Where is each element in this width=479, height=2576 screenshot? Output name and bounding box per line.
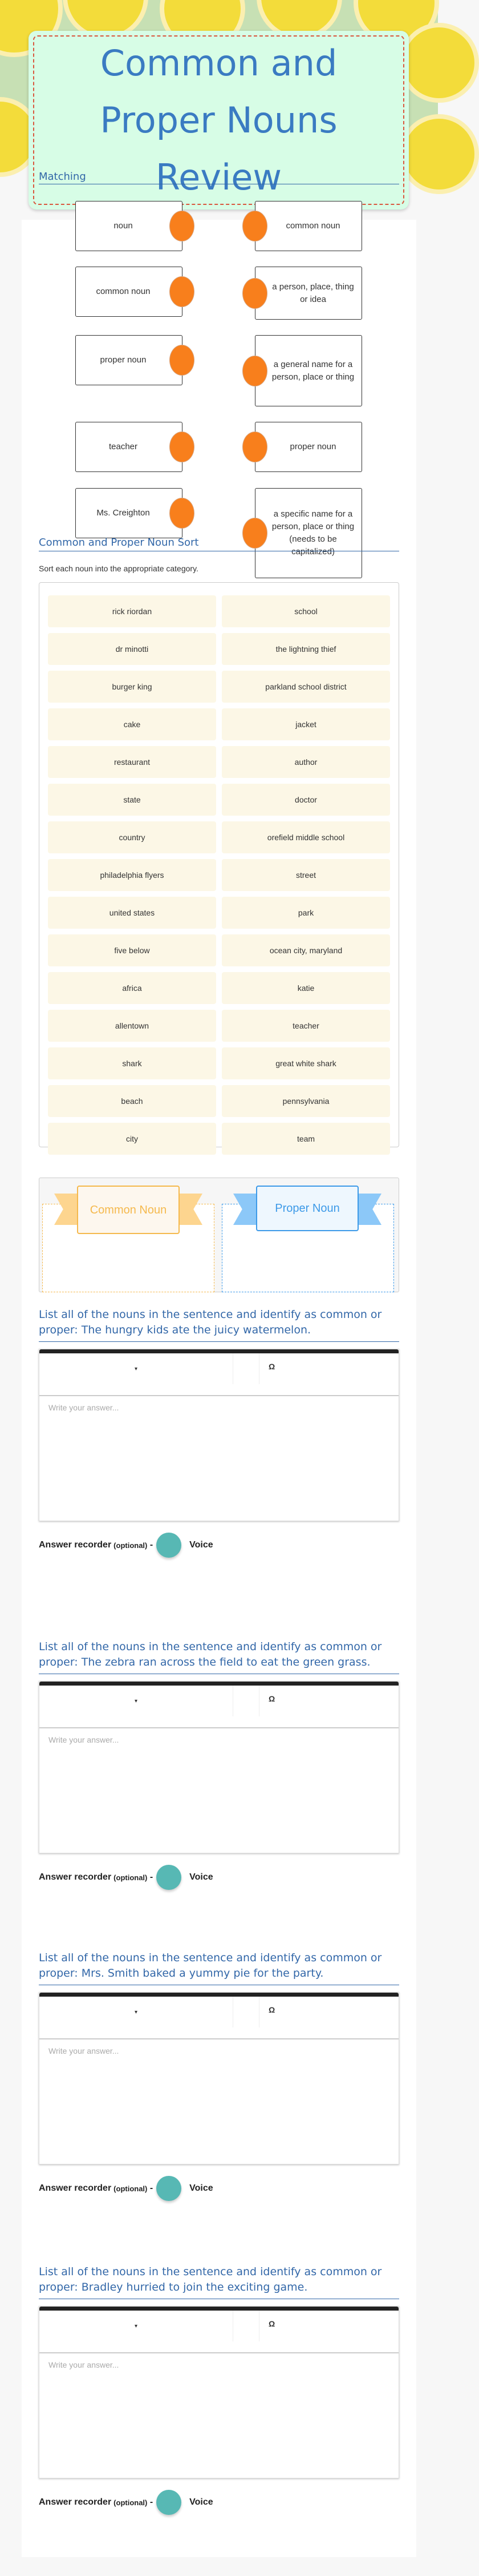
special-character-icon[interactable]: Ω: [269, 1362, 275, 1371]
sort-tile[interactable]: beach: [48, 1085, 216, 1117]
special-character-icon[interactable]: Ω: [269, 2319, 275, 2328]
worksheet-card: [22, 171, 416, 2557]
sort-tile[interactable]: author: [222, 746, 390, 778]
sort-tile[interactable]: restaurant: [48, 746, 216, 778]
recorder-dash: -: [149, 1872, 153, 1882]
special-character-icon[interactable]: Ω: [269, 1694, 275, 1703]
sort-tile[interactable]: city: [48, 1123, 216, 1155]
answer-editor: [39, 1681, 399, 1853]
recorder-voice-label: Voice: [189, 2497, 213, 2507]
proper-noun-ribbon: [233, 1186, 381, 1228]
answer-editor: [39, 1992, 399, 2164]
chevron-down-icon: ▾: [134, 1698, 138, 1704]
match-left-connector[interactable]: [169, 276, 194, 307]
sort-tile[interactable]: philadelphia flyers: [48, 859, 216, 891]
sort-tile[interactable]: pennsylvania: [222, 1085, 390, 1117]
chevron-down-icon: ▾: [134, 2323, 138, 2329]
sort-item-bank: [39, 582, 399, 1147]
answer-recorder: [39, 2176, 399, 2201]
record-voice-button[interactable]: [156, 1865, 181, 1890]
match-right-label: a person, place, thing or idea: [272, 281, 354, 304]
sort-tile[interactable]: street: [222, 859, 390, 891]
answer-placeholder: Write your answer...: [48, 2360, 119, 2369]
sort-tile[interactable]: dr minotti: [48, 633, 216, 665]
answer-editor: [39, 1349, 399, 1521]
match-right-connector[interactable]: [242, 432, 267, 462]
question-block: [39, 1639, 399, 1890]
match-left-item[interactable]: [75, 267, 182, 317]
sort-tile[interactable]: orefield middle school: [222, 821, 390, 853]
answer-recorder: [39, 1533, 399, 1558]
sort-tile[interactable]: country: [48, 821, 216, 853]
sort-tile[interactable]: allentown: [48, 1010, 216, 1042]
toolbar-button[interactable]: [233, 2311, 259, 2341]
question-prompt: List all of the nouns in the sentence and identify as common or proper: The hungry kids ate the juicy watermelon.: [39, 1307, 399, 1342]
sort-tile[interactable]: katie: [222, 972, 390, 1004]
recorder-optional: (optional): [113, 1873, 148, 1882]
sort-tile[interactable]: state: [48, 784, 216, 816]
match-left-connector[interactable]: [169, 498, 194, 529]
question-block: [39, 2264, 399, 2515]
question-block: [39, 1950, 399, 2201]
recorder-optional: (optional): [113, 2498, 148, 2507]
sort-tile[interactable]: cake: [48, 708, 216, 740]
match-left-connector[interactable]: [169, 432, 194, 462]
answer-placeholder: Write your answer...: [48, 2046, 119, 2055]
editor-toolbar: [39, 2307, 399, 2353]
recorder-dash: -: [149, 2183, 153, 2193]
match-left-label: common noun: [96, 287, 151, 296]
toolbar-button[interactable]: [233, 1997, 259, 2027]
sort-tile[interactable]: the lightning thief: [222, 633, 390, 665]
toolbar-button[interactable]: [233, 1686, 259, 1716]
recorder-label: Answer recorder: [39, 1540, 112, 1550]
sort-tile[interactable]: doctor: [222, 784, 390, 816]
common-noun-label: Common Noun: [77, 1186, 180, 1234]
recorder-label: Answer recorder: [39, 2497, 112, 2507]
sort-tile[interactable]: rick riordan: [48, 595, 216, 627]
match-right-item[interactable]: [255, 335, 362, 406]
sort-tile[interactable]: teacher: [222, 1010, 390, 1042]
match-left-label: proper noun: [100, 355, 147, 365]
page-title: Common and Proper Nouns Review: [100, 42, 338, 198]
chevron-down-icon: ▾: [134, 1365, 138, 1372]
answer-input[interactable]: [39, 2039, 399, 2164]
match-left-item[interactable]: [75, 335, 182, 385]
match-left-connector[interactable]: [169, 345, 194, 376]
question-prompt: List all of the nouns in the sentence and identify as common or proper: The zebra ran across the field to eat the green grass.: [39, 1639, 399, 1674]
sort-instructions: Sort each noun into the appropriate category.: [39, 564, 198, 573]
sort-categories: [39, 1178, 399, 1292]
record-voice-button[interactable]: [156, 2490, 181, 2515]
sort-tile[interactable]: school: [222, 595, 390, 627]
common-noun-ribbon: [54, 1186, 202, 1228]
recorder-label: Answer recorder: [39, 2183, 112, 2193]
editor-toolbar: [39, 1993, 399, 2039]
format-dropdown[interactable]: [39, 1353, 233, 1384]
answer-input[interactable]: [39, 1728, 399, 1853]
editor-toolbar: [39, 1682, 399, 1728]
sort-tile[interactable]: africa: [48, 972, 216, 1004]
match-right-label: a specific name for a person, place or thing (needs to be capitalized): [271, 509, 355, 557]
match-left-item[interactable]: [75, 488, 182, 538]
sort-tile[interactable]: park: [222, 897, 390, 929]
sort-tile[interactable]: united states: [48, 897, 216, 929]
recorder-optional: (optional): [113, 2184, 148, 2193]
match-right-label: common noun: [286, 221, 340, 231]
match-left-item[interactable]: [75, 201, 182, 251]
editor-toolbar: [39, 1349, 399, 1396]
answer-input[interactable]: [39, 1396, 399, 1521]
recorder-optional: (optional): [113, 1541, 148, 1550]
answer-placeholder: Write your answer...: [48, 1403, 119, 1412]
match-right-connector[interactable]: [242, 211, 267, 241]
toolbar-button[interactable]: [233, 1353, 259, 1384]
recorder-dash: -: [149, 2497, 153, 2507]
sort-tile[interactable]: ocean city, maryland: [222, 934, 390, 966]
match-left-connector[interactable]: [169, 211, 194, 241]
answer-recorder: [39, 1865, 399, 1890]
sort-tile[interactable]: great white shark: [222, 1047, 390, 1079]
match-right-label: a general name for a person, place or thing: [271, 359, 355, 382]
answer-input[interactable]: [39, 2353, 399, 2478]
answer-placeholder: Write your answer...: [48, 1735, 119, 1744]
recorder-label: Answer recorder: [39, 1872, 112, 1882]
format-dropdown[interactable]: [39, 1686, 233, 1716]
match-right-connector[interactable]: [242, 356, 267, 386]
recorder-dash: -: [149, 1540, 153, 1550]
special-character-icon[interactable]: Ω: [269, 2005, 275, 2014]
match-left-label: noun: [113, 221, 133, 231]
sort-tile[interactable]: shark: [48, 1047, 216, 1079]
sort-tile[interactable]: jacket: [222, 708, 390, 740]
match-right-item[interactable]: [255, 422, 362, 472]
sort-tile[interactable]: parkland school district: [222, 671, 390, 703]
match-right-label: proper noun: [290, 442, 336, 451]
match-right-item[interactable]: [255, 267, 362, 320]
match-left-item[interactable]: [75, 422, 182, 472]
format-dropdown[interactable]: [39, 1997, 233, 2027]
match-left-label: Ms. Creighton: [96, 508, 150, 518]
record-voice-button[interactable]: [156, 1533, 181, 1558]
match-left-label: teacher: [108, 442, 138, 451]
question-block: [39, 1307, 399, 1558]
match-right-item[interactable]: [255, 201, 362, 251]
match-right-connector[interactable]: [242, 278, 267, 309]
question-prompt: List all of the nouns in the sentence and identify as common or proper: Mrs. Smith baked a yummy pie for the party.: [39, 1950, 399, 1985]
proper-noun-label: Proper Noun: [256, 1186, 359, 1231]
sort-tile[interactable]: team: [222, 1123, 390, 1155]
recorder-voice-label: Voice: [189, 1540, 213, 1550]
answer-editor: [39, 2306, 399, 2478]
format-dropdown[interactable]: [39, 2311, 233, 2341]
answer-recorder: [39, 2490, 399, 2515]
sort-tile[interactable]: burger king: [48, 671, 216, 703]
sort-heading: Common and Proper Noun Sort: [39, 537, 399, 551]
recorder-voice-label: Voice: [189, 1872, 213, 1882]
chevron-down-icon: ▾: [134, 2009, 138, 2015]
sort-tile[interactable]: five below: [48, 934, 216, 966]
matching-heading: Matching: [39, 171, 399, 184]
record-voice-button[interactable]: [156, 2176, 181, 2201]
question-prompt: List all of the nouns in the sentence and identify as common or proper: Bradley hurried to join the exciting game.: [39, 2264, 399, 2299]
recorder-voice-label: Voice: [189, 2183, 213, 2193]
match-right-item[interactable]: [255, 488, 362, 578]
